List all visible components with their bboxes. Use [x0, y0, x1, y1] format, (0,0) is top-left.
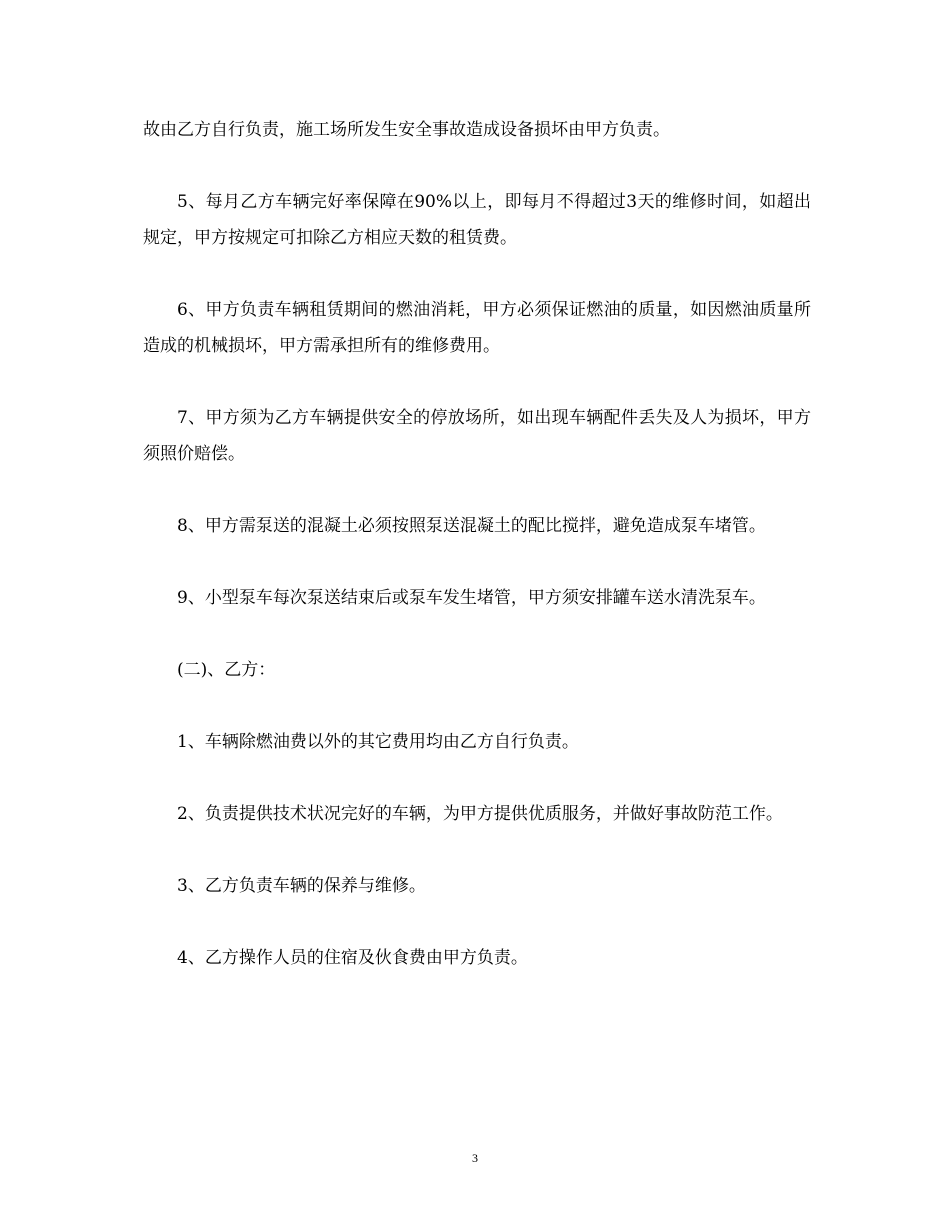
clause-7: 7、甲方须为乙方车辆提供安全的停放场所，如出现车辆配件丢失及人为损坏，甲方须照价赔偿。	[143, 408, 811, 464]
page-number: 3	[472, 1151, 478, 1165]
paragraph-gap	[143, 760, 811, 796]
section-heading-party-b: (二)、乙方：	[177, 660, 276, 680]
paragraph-gap	[143, 688, 811, 724]
paragraph-gap	[143, 904, 811, 940]
paragraph-continuation: 故由乙方自行负责，施工场所发生安全事故造成设备损坏由甲方负责。	[143, 120, 670, 140]
document-body	[143, 112, 811, 976]
party-b-clause-3: 3、乙方负责车辆的保养与维修。	[177, 876, 426, 896]
paragraph-gap	[143, 364, 811, 400]
clause-6: 6、甲方负责车辆租赁期间的燃油消耗，甲方必须保证燃油的质量，如因燃油质量所造成的机械损坏，甲方需承担所有的维修费用。	[143, 300, 811, 356]
paragraph-gap	[143, 616, 811, 652]
clause-5: 5、每月乙方车辆完好率保障在90%以上，即每月不得超过3天的维修时间，如超出规定，甲方按规定可扣除乙方相应天数的租赁费。	[143, 192, 811, 248]
paragraph-gap	[143, 148, 811, 184]
party-b-clause-4: 4、乙方操作人员的住宿及伙食费由甲方负责。	[177, 948, 528, 968]
clause-9: 9、小型泵车每次泵送结束后或泵车发生堵管，甲方须安排罐车送水清洗泵车。	[177, 588, 766, 608]
paragraph-gap	[143, 544, 811, 580]
party-b-clause-1: 1、车辆除燃油费以外的其它费用均由乙方自行负责。	[177, 732, 579, 752]
paragraph-gap	[143, 256, 811, 292]
paragraph-gap	[143, 832, 811, 868]
clause-8: 8、甲方需泵送的混凝土必须按照泵送混凝土的配比搅拌，避免造成泵车堵管。	[177, 516, 766, 536]
party-b-clause-2: 2、负责提供技术状况完好的车辆，为甲方提供优质服务，并做好事故防范工作。	[177, 804, 783, 824]
paragraph-gap	[143, 472, 811, 508]
